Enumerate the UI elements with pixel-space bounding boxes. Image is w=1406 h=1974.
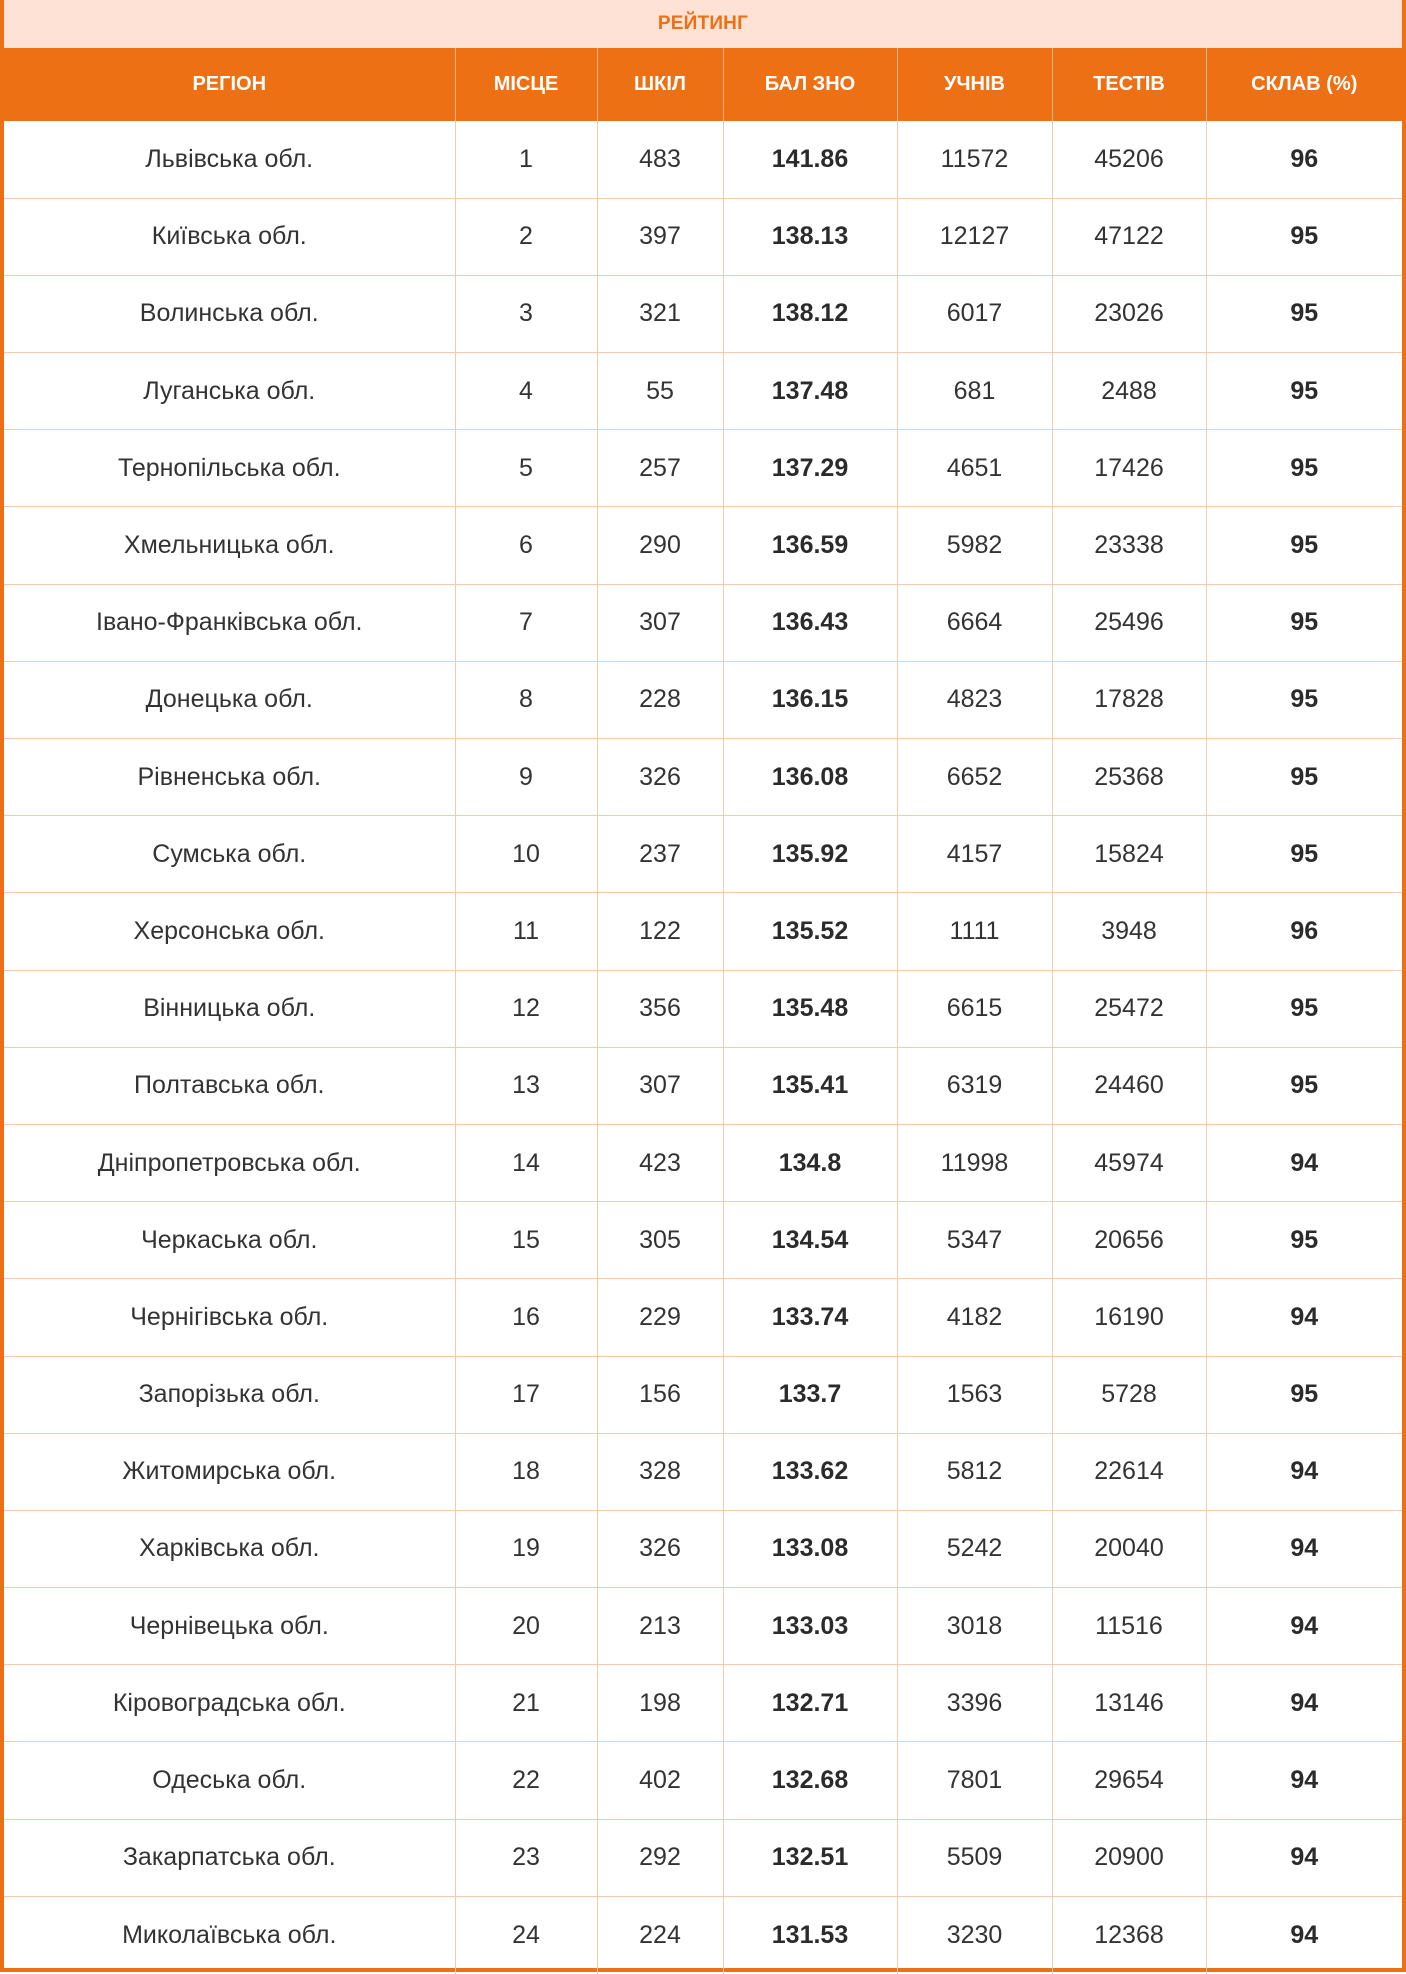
students-cell: 6615 bbox=[897, 970, 1052, 1047]
tests-cell: 20900 bbox=[1052, 1819, 1206, 1896]
schools-cell: 290 bbox=[597, 507, 723, 584]
passed-percent-cell: 94 bbox=[1206, 1896, 1402, 1973]
tests-cell: 20656 bbox=[1052, 1202, 1206, 1279]
schools-cell: 328 bbox=[597, 1433, 723, 1510]
place-cell: 11 bbox=[455, 893, 597, 970]
tests-cell: 3948 bbox=[1052, 893, 1206, 970]
zno-score-cell: 133.62 bbox=[723, 1433, 897, 1510]
schools-cell: 307 bbox=[597, 1047, 723, 1124]
zno-score-cell: 135.92 bbox=[723, 816, 897, 893]
tests-cell: 13146 bbox=[1052, 1665, 1206, 1742]
tests-cell: 25368 bbox=[1052, 739, 1206, 816]
column-header-passed-percent: СКЛАВ (%) bbox=[1206, 48, 1402, 121]
zno-score-cell: 136.43 bbox=[723, 584, 897, 661]
passed-percent-cell: 95 bbox=[1206, 1202, 1402, 1279]
table-row bbox=[4, 1356, 1402, 1433]
students-cell: 3396 bbox=[897, 1665, 1052, 1742]
students-cell: 5242 bbox=[897, 1510, 1052, 1587]
schools-cell: 257 bbox=[597, 430, 723, 507]
schools-cell: 305 bbox=[597, 1202, 723, 1279]
region-cell: Запорізька обл. bbox=[4, 1356, 455, 1433]
region-cell: Вінницька обл. bbox=[4, 970, 455, 1047]
table-title: РЕЙТИНГ bbox=[4, 0, 1402, 48]
zno-score-cell: 134.54 bbox=[723, 1202, 897, 1279]
table-row bbox=[4, 507, 1402, 584]
zno-score-cell: 135.52 bbox=[723, 893, 897, 970]
place-cell: 6 bbox=[455, 507, 597, 584]
zno-score-cell: 132.51 bbox=[723, 1819, 897, 1896]
table-row bbox=[4, 1124, 1402, 1201]
students-cell: 12127 bbox=[897, 198, 1052, 275]
table-row bbox=[4, 970, 1402, 1047]
column-header-region: РЕГІОН bbox=[192, 73, 267, 95]
place-cell: 13 bbox=[455, 1047, 597, 1124]
region-cell: Черкаська обл. bbox=[4, 1202, 455, 1279]
region-cell: Дніпропетровська обл. bbox=[4, 1124, 455, 1201]
place-cell: 18 bbox=[455, 1433, 597, 1510]
place-cell: 15 bbox=[455, 1202, 597, 1279]
tests-cell: 15824 bbox=[1052, 816, 1206, 893]
tests-cell: 23026 bbox=[1052, 275, 1206, 352]
table-row bbox=[4, 430, 1402, 507]
table-row bbox=[4, 1202, 1402, 1279]
place-cell: 2 bbox=[455, 198, 597, 275]
place-cell: 20 bbox=[455, 1588, 597, 1665]
students-cell: 11572 bbox=[897, 121, 1052, 198]
region-cell: Полтавська обл. bbox=[4, 1047, 455, 1124]
tests-cell: 45974 bbox=[1052, 1124, 1206, 1201]
table-row bbox=[4, 816, 1402, 893]
students-cell: 4651 bbox=[897, 430, 1052, 507]
region-cell: Кіровоградська обл. bbox=[4, 1665, 455, 1742]
tests-cell: 11516 bbox=[1052, 1588, 1206, 1665]
zno-score-cell: 136.59 bbox=[723, 507, 897, 584]
students-cell: 11998 bbox=[897, 1124, 1052, 1201]
table-row bbox=[4, 1819, 1402, 1896]
schools-cell: 228 bbox=[597, 661, 723, 738]
students-cell: 3230 bbox=[897, 1896, 1052, 1973]
place-cell: 21 bbox=[455, 1665, 597, 1742]
tests-cell: 24460 bbox=[1052, 1047, 1206, 1124]
students-cell: 5347 bbox=[897, 1202, 1052, 1279]
zno-score-cell: 133.08 bbox=[723, 1510, 897, 1587]
schools-cell: 402 bbox=[597, 1742, 723, 1819]
schools-cell: 55 bbox=[597, 353, 723, 430]
zno-score-cell: 137.48 bbox=[723, 353, 897, 430]
region-cell: Хмельницька обл. bbox=[4, 507, 455, 584]
region-cell: Львівська обл. bbox=[145, 144, 314, 173]
zno-score-cell: 137.29 bbox=[723, 430, 897, 507]
passed-percent-cell: 96 bbox=[1206, 893, 1402, 970]
table-row bbox=[4, 1896, 1402, 1973]
table-row bbox=[4, 1742, 1402, 1819]
place-cell: 1 bbox=[455, 121, 597, 198]
tests-cell: 16190 bbox=[1052, 1279, 1206, 1356]
zno-score-cell: 138.12 bbox=[723, 275, 897, 352]
passed-percent-cell: 95 bbox=[1206, 275, 1402, 352]
passed-percent-cell: 95 bbox=[1206, 739, 1402, 816]
tests-cell: 20040 bbox=[1052, 1510, 1206, 1587]
tests-cell: 29654 bbox=[1052, 1742, 1206, 1819]
region-cell: Закарпатська обл. bbox=[4, 1819, 455, 1896]
students-cell: 681 bbox=[897, 353, 1052, 430]
passed-percent-cell: 94 bbox=[1206, 1510, 1402, 1587]
zno-score-cell: 131.53 bbox=[723, 1896, 897, 1973]
schools-cell: 122 bbox=[597, 893, 723, 970]
place-cell: 4 bbox=[455, 353, 597, 430]
table-row bbox=[4, 1510, 1402, 1587]
schools-cell: 326 bbox=[597, 1510, 723, 1587]
region-cell: Волинська обл. bbox=[4, 275, 455, 352]
passed-percent-cell: 94 bbox=[1206, 1124, 1402, 1201]
zno-score-cell: 132.71 bbox=[723, 1665, 897, 1742]
schools-cell: 292 bbox=[597, 1819, 723, 1896]
table-row bbox=[4, 198, 1402, 275]
students-cell: 3018 bbox=[897, 1588, 1052, 1665]
table-row bbox=[4, 275, 1402, 352]
zno-score-cell: 135.48 bbox=[723, 970, 897, 1047]
region-cell: Херсонська обл. bbox=[4, 893, 455, 970]
table-row bbox=[4, 121, 1402, 198]
passed-percent-cell: 94 bbox=[1206, 1588, 1402, 1665]
passed-percent-cell: 95 bbox=[1206, 198, 1402, 275]
region-cell: Донецька обл. bbox=[4, 661, 455, 738]
zno-score-cell: 135.41 bbox=[723, 1047, 897, 1124]
tests-cell: 25472 bbox=[1052, 970, 1206, 1047]
place-cell: 23 bbox=[455, 1819, 597, 1896]
region-cell: Миколаївська обл. bbox=[4, 1896, 455, 1973]
column-header-students: УЧНІВ bbox=[897, 48, 1052, 121]
passed-percent-cell: 94 bbox=[1206, 1665, 1402, 1742]
table-row bbox=[4, 1588, 1402, 1665]
place-cell: 22 bbox=[455, 1742, 597, 1819]
students-cell: 1111 bbox=[897, 893, 1052, 970]
place-cell: 8 bbox=[455, 661, 597, 738]
table-body bbox=[4, 121, 1402, 1974]
region-cell: Чернівецька обл. bbox=[4, 1588, 455, 1665]
zno-score-cell: 138.13 bbox=[723, 198, 897, 275]
students-cell: 5982 bbox=[897, 507, 1052, 584]
tests-cell: 2488 bbox=[1052, 353, 1206, 430]
schools-cell: 307 bbox=[597, 584, 723, 661]
zno-score-cell: 136.15 bbox=[723, 661, 897, 738]
schools-cell: 224 bbox=[597, 1896, 723, 1973]
students-cell: 4182 bbox=[897, 1279, 1052, 1356]
place-cell: 5 bbox=[455, 430, 597, 507]
place-cell: 24 bbox=[455, 1896, 597, 1973]
table-row bbox=[4, 893, 1402, 970]
schools-cell: 213 bbox=[597, 1588, 723, 1665]
students-cell: 7801 bbox=[897, 1742, 1052, 1819]
students-cell: 4823 bbox=[897, 661, 1052, 738]
schools-cell: 156 bbox=[597, 1356, 723, 1433]
passed-percent-cell: 95 bbox=[1206, 1047, 1402, 1124]
region-cell: Луганська обл. bbox=[4, 353, 455, 430]
passed-percent-cell: 95 bbox=[1206, 816, 1402, 893]
schools-cell: 237 bbox=[597, 816, 723, 893]
passed-percent-cell: 95 bbox=[1206, 1356, 1402, 1433]
region-cell: Харківська обл. bbox=[4, 1510, 455, 1587]
place-cell: 3 bbox=[455, 275, 597, 352]
tests-cell: 17426 bbox=[1052, 430, 1206, 507]
zno-score-cell: 133.03 bbox=[723, 1588, 897, 1665]
students-cell: 6017 bbox=[897, 275, 1052, 352]
place-cell: 9 bbox=[455, 739, 597, 816]
students-cell: 6652 bbox=[897, 739, 1052, 816]
passed-percent-cell: 95 bbox=[1206, 970, 1402, 1047]
region-cell: Київська обл. bbox=[4, 198, 455, 275]
region-cell: Житомирська обл. bbox=[4, 1433, 455, 1510]
students-cell: 6319 bbox=[897, 1047, 1052, 1124]
zno-score-cell: 133.7 bbox=[723, 1356, 897, 1433]
passed-percent-cell: 94 bbox=[1206, 1742, 1402, 1819]
rating-table bbox=[4, 48, 1402, 1974]
table-row bbox=[4, 1433, 1402, 1510]
column-header-zno-score: БАЛ ЗНО bbox=[723, 48, 897, 121]
passed-percent-cell: 95 bbox=[1206, 661, 1402, 738]
schools-cell: 326 bbox=[597, 739, 723, 816]
passed-percent-cell: 95 bbox=[1206, 507, 1402, 584]
schools-cell: 397 bbox=[597, 198, 723, 275]
tests-cell: 45206 bbox=[1052, 121, 1206, 198]
zno-score-cell: 141.86 bbox=[723, 121, 897, 198]
zno-score-cell: 133.74 bbox=[723, 1279, 897, 1356]
passed-percent-cell: 94 bbox=[1206, 1433, 1402, 1510]
schools-cell: 356 bbox=[597, 970, 723, 1047]
region-cell: Івано-Франківська обл. bbox=[4, 584, 455, 661]
table-row bbox=[4, 1279, 1402, 1356]
passed-percent-cell: 95 bbox=[1206, 430, 1402, 507]
passed-percent-cell: 95 bbox=[1206, 353, 1402, 430]
table-row bbox=[4, 739, 1402, 816]
table-row bbox=[4, 353, 1402, 430]
tests-cell: 17828 bbox=[1052, 661, 1206, 738]
column-header-place: МІСЦЕ bbox=[455, 48, 597, 121]
students-cell: 6664 bbox=[897, 584, 1052, 661]
region-cell: Тернопільська обл. bbox=[4, 430, 455, 507]
place-cell: 12 bbox=[455, 970, 597, 1047]
passed-percent-cell: 95 bbox=[1206, 584, 1402, 661]
tests-cell: 23338 bbox=[1052, 507, 1206, 584]
students-cell: 1563 bbox=[897, 1356, 1052, 1433]
schools-cell: 198 bbox=[597, 1665, 723, 1742]
place-cell: 17 bbox=[455, 1356, 597, 1433]
tests-cell: 47122 bbox=[1052, 198, 1206, 275]
students-cell: 5812 bbox=[897, 1433, 1052, 1510]
zno-score-cell: 134.8 bbox=[723, 1124, 897, 1201]
tests-cell: 5728 bbox=[1052, 1356, 1206, 1433]
schools-cell: 229 bbox=[597, 1279, 723, 1356]
zno-score-cell: 132.68 bbox=[723, 1742, 897, 1819]
students-cell: 4157 bbox=[897, 816, 1052, 893]
place-cell: 14 bbox=[455, 1124, 597, 1201]
header-row bbox=[4, 48, 1402, 121]
tests-cell: 25496 bbox=[1052, 584, 1206, 661]
table-row bbox=[4, 1665, 1402, 1742]
passed-percent-cell: 94 bbox=[1206, 1279, 1402, 1356]
table-row bbox=[4, 661, 1402, 738]
tests-cell: 12368 bbox=[1052, 1896, 1206, 1973]
place-cell: 7 bbox=[455, 584, 597, 661]
column-header-tests: ТЕСТІВ bbox=[1052, 48, 1206, 121]
tests-cell: 22614 bbox=[1052, 1433, 1206, 1510]
region-cell: Чернігівська обл. bbox=[4, 1279, 455, 1356]
region-cell: Сумська обл. bbox=[4, 816, 455, 893]
passed-percent-cell: 96 bbox=[1206, 121, 1402, 198]
table-row bbox=[4, 1047, 1402, 1124]
schools-cell: 321 bbox=[597, 275, 723, 352]
table-row bbox=[4, 584, 1402, 661]
students-cell: 5509 bbox=[897, 1819, 1052, 1896]
place-cell: 16 bbox=[455, 1279, 597, 1356]
column-header-schools: ШКІЛ bbox=[597, 48, 723, 121]
region-cell: Одеська обл. bbox=[4, 1742, 455, 1819]
place-cell: 19 bbox=[455, 1510, 597, 1587]
zno-score-cell: 136.08 bbox=[723, 739, 897, 816]
schools-cell: 423 bbox=[597, 1124, 723, 1201]
place-cell: 10 bbox=[455, 816, 597, 893]
schools-cell: 483 bbox=[597, 121, 723, 198]
region-cell: Рівненська обл. bbox=[4, 739, 455, 816]
passed-percent-cell: 94 bbox=[1206, 1819, 1402, 1896]
